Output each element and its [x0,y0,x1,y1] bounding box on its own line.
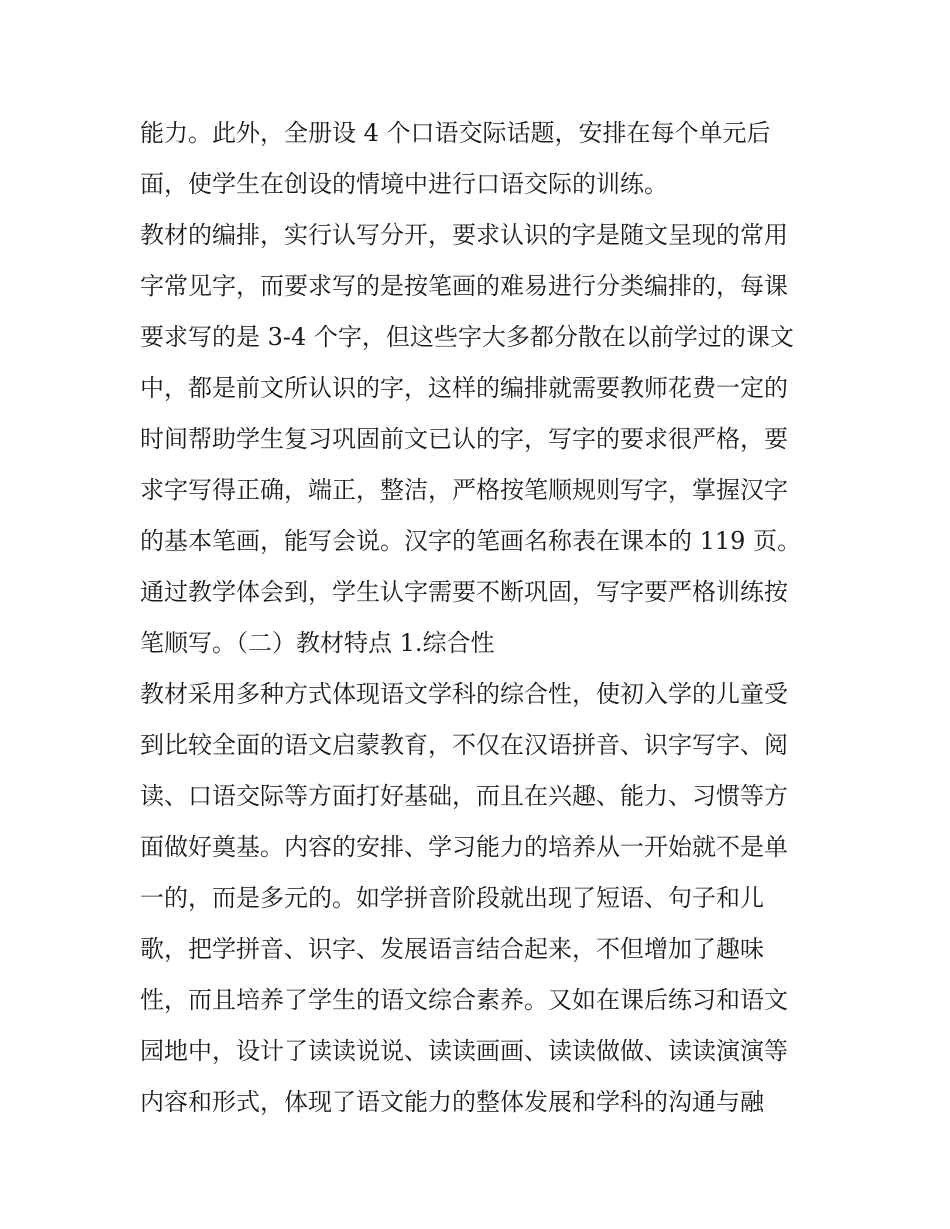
text-line: 要求写的是 3-4 个字，但这些字大多都分散在以前学过的课文 [140,323,794,351]
text-line: 性，而且培养了学生的语文综合素养。又如在课后练习和语文 [140,986,788,1014]
text-line: 内容和形式，体现了语文能力的整体发展和学科的沟通与融 [140,1088,764,1116]
text-line: 一的，而是多元的。如学拼音阶段就出现了短语、句子和儿 [140,884,764,912]
text-line: 中，都是前文所认识的字，这样的编排就需要教师花费一定的 [140,374,788,402]
text-line: 读、口语交际等方面打好基础，而且在兴趣、能力、习惯等方 [140,782,788,810]
text-line: 园地中，设计了读读说说、读读画画、读读做做、读读演演等 [140,1037,788,1065]
text-line: 时间帮助学生复习巩固前文已认的字，写字的要求很严格，要 [140,425,788,453]
text-line: 歌，把学拼音、识字、发展语言结合起来，不但增加了趣味 [140,935,764,963]
text-line: 的基本笔画，能写会说。汉字的笔画名称表在课本的 119 页。 [140,527,802,555]
text-line: 到比较全面的语文启蒙教育，不仅在汉语拼音、识字写字、阅 [140,731,788,759]
body-text [140,108,830,1128]
text-line: 面，使学生在创设的情境中进行口语交际的训练。 [140,170,668,198]
text-line: 面做好奠基。内容的安排、学习能力的培养从一开始就不是单 [140,833,788,861]
text-line: 能力。此外，全册设 4 个口语交际话题，安排在每个单元后 [140,119,771,147]
text-line: 字常见字，而要求写的是按笔画的难易进行分类编排的，每课 [140,272,788,300]
text-line: 教材的编排，实行认写分开，要求认识的字是随文呈现的常用 [140,221,788,249]
text-line: 通过教学体会到，学生认字需要不断巩固，写字要严格训练按 [140,578,788,606]
text-line: 教材采用多种方式体现语文学科的综合性，使初入学的儿童受 [140,680,788,708]
text-line: 求字写得正确，端正，整洁，严格按笔顺规则写字，掌握汉字 [140,476,788,504]
text-line: 笔顺写。（二）教材特点 1.综合性 [140,629,495,657]
